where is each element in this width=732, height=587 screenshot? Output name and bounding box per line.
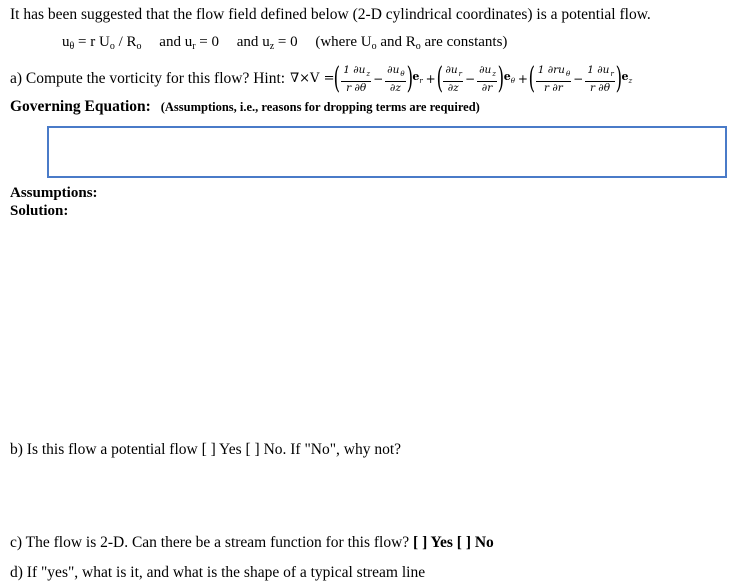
- left-paren-3: (: [528, 61, 536, 96]
- governing-equation-heading: [10, 98, 480, 116]
- fraction-4: $\frac{\partial u_z}{\partial r}$: [479, 64, 496, 94]
- fraction-1: $\frac{1 \partial u_z}{r \partial\theta}$: [343, 64, 371, 94]
- vorticity-hint-formula: ∇×V = ( $\frac{1 \partial u_z}{r \partial\theta}$ − $\frac{\partial u_\theta}{\partial z}$ ) $e_r$ + ( $\frac{\partial u_r}{\partial z}$ − $\frac{\partial u_z}{\partial r}$ ) $e_\theta$ + ( $\frac{1 \partial ru_\theta}{r \partial r}$ − $\frac{1 \partial u_r}{r \partial\theta}$ ) $e_z$: [290, 61, 633, 96]
- left-paren-1: (: [334, 61, 341, 96]
- governing-equation-title: Governing Equation:: [10, 98, 151, 115]
- part-a-text: a) Compute the vorticity for this flow? Hint:: [10, 70, 286, 87]
- fraction-5: $\frac{1 \partial ru_\theta}{r \partial r}$: [537, 64, 571, 94]
- given-velocity-field: $u_\theta = r$ $U_o / R_o$ and $u_r = 0$ and $u_z = 0$ (where $U_o$ and $R_o$ are constants): [62, 34, 508, 52]
- unit-vector-er: $e_r$: [412, 69, 423, 86]
- part-b-question: b) Is this flow a potential flow [ ] Yes [ ] No. If "No", why not?: [10, 441, 402, 458]
- right-paren-3: ): [615, 61, 622, 96]
- problem-intro: It has been suggested that the flow field defined below (2-D cylindrical coordinates) is a potential flow.: [10, 6, 651, 23]
- solution-label: Solution:: [10, 203, 69, 219]
- right-paren-1: ): [406, 61, 413, 96]
- left-paren-2: (: [436, 61, 443, 96]
- part-c-text: c) The flow is 2-D. Can there be a stream function for this flow?: [10, 534, 414, 551]
- fraction-2: $\frac{\partial u_\theta}{\partial z}$: [387, 64, 405, 94]
- part-a-question: [10, 61, 634, 96]
- governing-equation-note: (Assumptions, i.e., reasons for dropping terms are required): [160, 100, 480, 114]
- governing-equation-answer-box[interactable]: [47, 126, 727, 178]
- part-c-question: [10, 534, 494, 552]
- part-d-question: d) If "yes", what is it, and what is the shape of a typical stream line: [10, 564, 426, 581]
- part-c-options[interactable]: [ ] Yes [ ] No: [413, 534, 494, 551]
- right-paren-2: ): [497, 61, 505, 96]
- unit-vector-ez: $e_z$: [621, 69, 633, 86]
- fraction-6: $\frac{1 \partial u_r}{r \partial\theta}$: [587, 64, 614, 94]
- assumptions-label: Assumptions:: [10, 185, 98, 201]
- fraction-3: $\frac{\partial u_r}{\partial z}$: [445, 64, 463, 94]
- unit-vector-etheta: $e_\theta$: [503, 69, 515, 86]
